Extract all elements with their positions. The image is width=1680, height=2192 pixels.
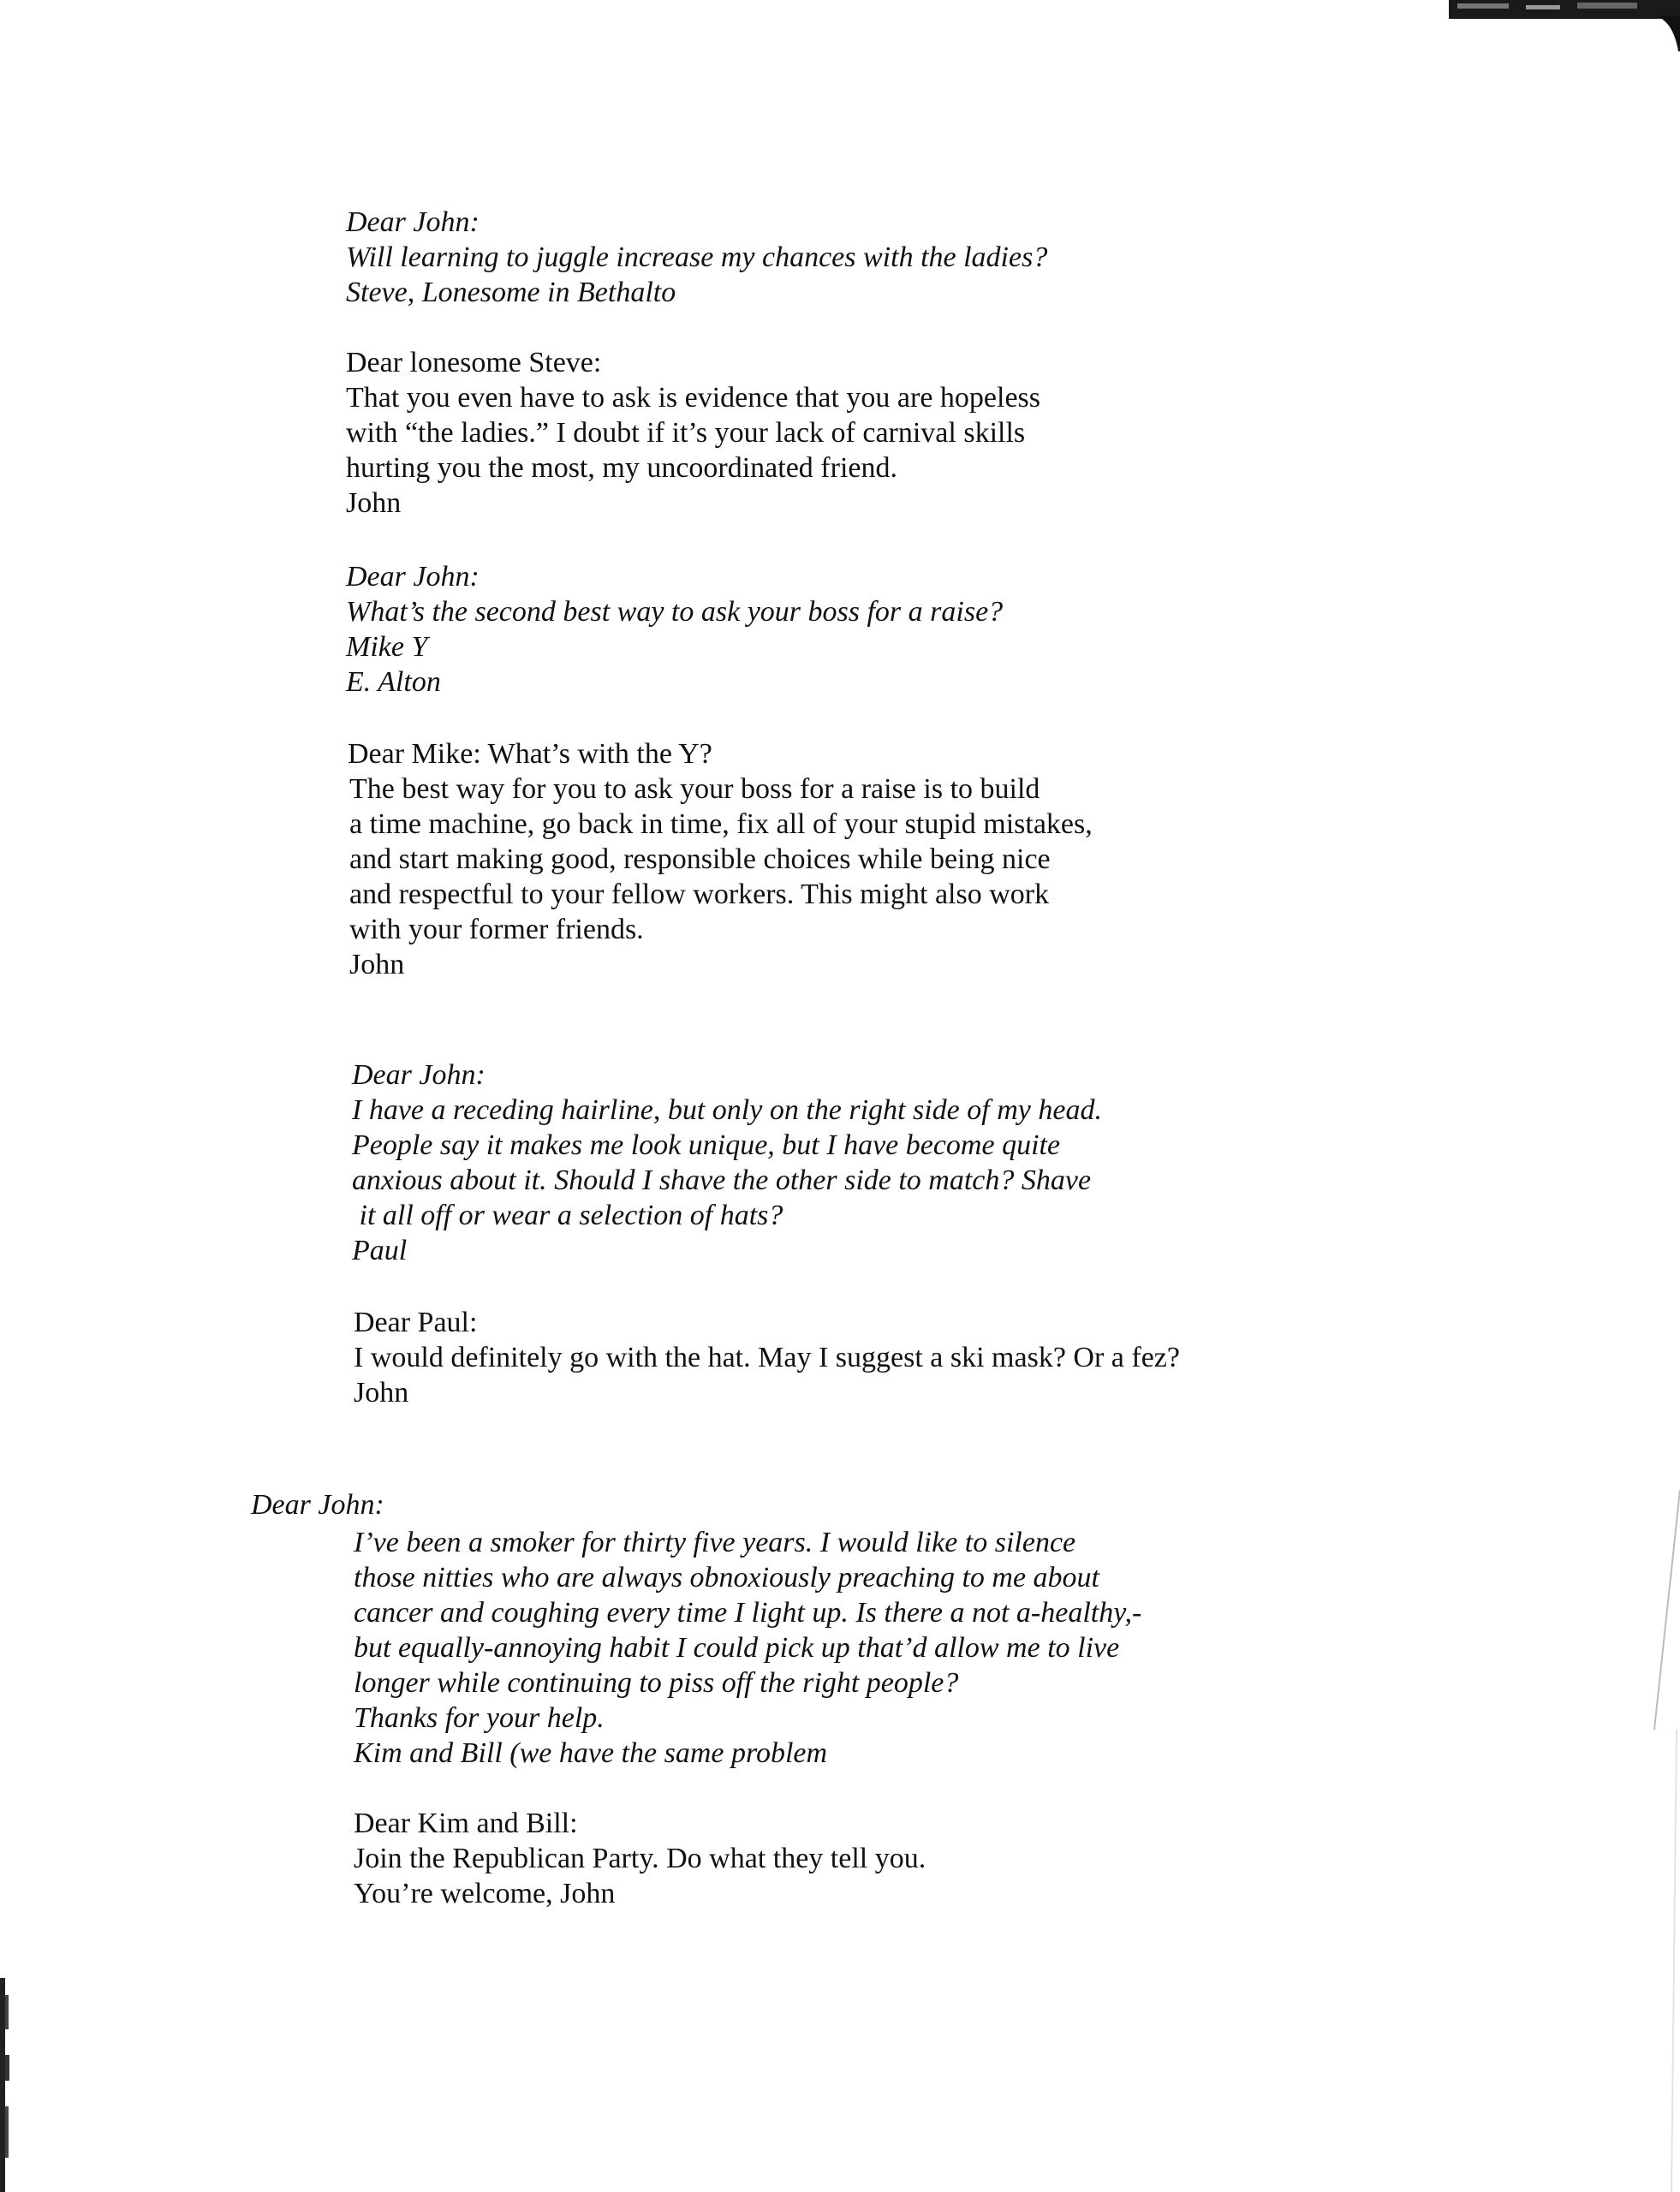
reply-text: That you even have to ask is evidence that you are hopeless <box>346 382 1041 414</box>
question-text: People say it makes me look unique, but I have become quite <box>352 1129 1061 1161</box>
question-text: longer while continuing to piss off the right people? <box>354 1667 959 1699</box>
question-text: but equally-annoying habit I could pick up that’d allow me to live <box>354 1632 1120 1664</box>
question-text: Will learning to juggle increase my chances with the ladies? <box>346 241 1048 273</box>
greeting: Dear John: <box>352 1059 486 1091</box>
reply-text: with your former friends. <box>349 914 644 945</box>
reply-signature: John <box>354 1377 409 1409</box>
question-text: Thanks for your help. <box>354 1702 605 1734</box>
reply-text: hurting you the most, my uncoordinated friend. <box>346 452 897 484</box>
reply-greeting: Dear Mike: What’s with the Y? <box>348 738 712 770</box>
question-text: it all off or wear a selection of hats? <box>352 1200 783 1231</box>
greeting: Dear John: <box>346 206 480 238</box>
reply-text: The best way for you to ask your boss for a raise is to build <box>349 773 1040 805</box>
reply-text: and start making good, responsible choices while being nice <box>349 843 1051 875</box>
scan-left-edge-artifact <box>0 1978 15 2192</box>
reply-greeting: Dear Kim and Bill: <box>354 1808 578 1839</box>
question-text: What’s the second best way to ask your boss for a raise? <box>346 596 1004 628</box>
reply-signature: John <box>349 949 405 980</box>
signature: Mike Y <box>346 631 428 663</box>
reply-text: I would definitely go with the hat. May I suggest a ski mask? Or a fez? <box>354 1342 1180 1373</box>
signature-location: E. Alton <box>346 666 441 698</box>
scan-right-edge-shadow <box>1646 1456 1680 2192</box>
greeting: Dear John: <box>346 561 480 593</box>
scan-corner-artifact <box>1449 0 1680 51</box>
reply-text: a time machine, go back in time, fix all of your stupid mistakes, <box>349 808 1093 840</box>
question-text: those nitties who are always obnoxiously preaching to me about <box>354 1562 1100 1593</box>
signature: Paul <box>352 1235 408 1266</box>
reply-signature: John <box>346 487 402 519</box>
question-text: anxious about it. Should I shave the other side to match? Shave <box>352 1164 1092 1196</box>
signature: Kim and Bill (we have the same problem <box>354 1737 828 1769</box>
reply-text: Join the Republican Party. Do what they tell you. <box>354 1843 926 1874</box>
reply-text: and respectful to your fellow workers. This might also work <box>349 879 1050 910</box>
reply-greeting: Dear lonesome Steve: <box>346 347 602 378</box>
signature: Steve, Lonesome in Bethalto <box>346 277 676 308</box>
greeting: Dear John: <box>251 1489 384 1521</box>
reply-signature: You’re welcome, John <box>354 1878 616 1909</box>
reply-text: with “the ladies.” I doubt if it’s your lack of carnival skills <box>346 417 1026 449</box>
question-text: I’ve been a smoker for thirty five years. I would like to silence <box>354 1527 1076 1558</box>
question-text: cancer and coughing every time I light up. Is there a not a-healthy,- <box>354 1597 1142 1629</box>
question-text: I have a receding hairline, but only on the right side of my head. <box>352 1094 1102 1126</box>
reply-greeting: Dear Paul: <box>354 1307 478 1338</box>
